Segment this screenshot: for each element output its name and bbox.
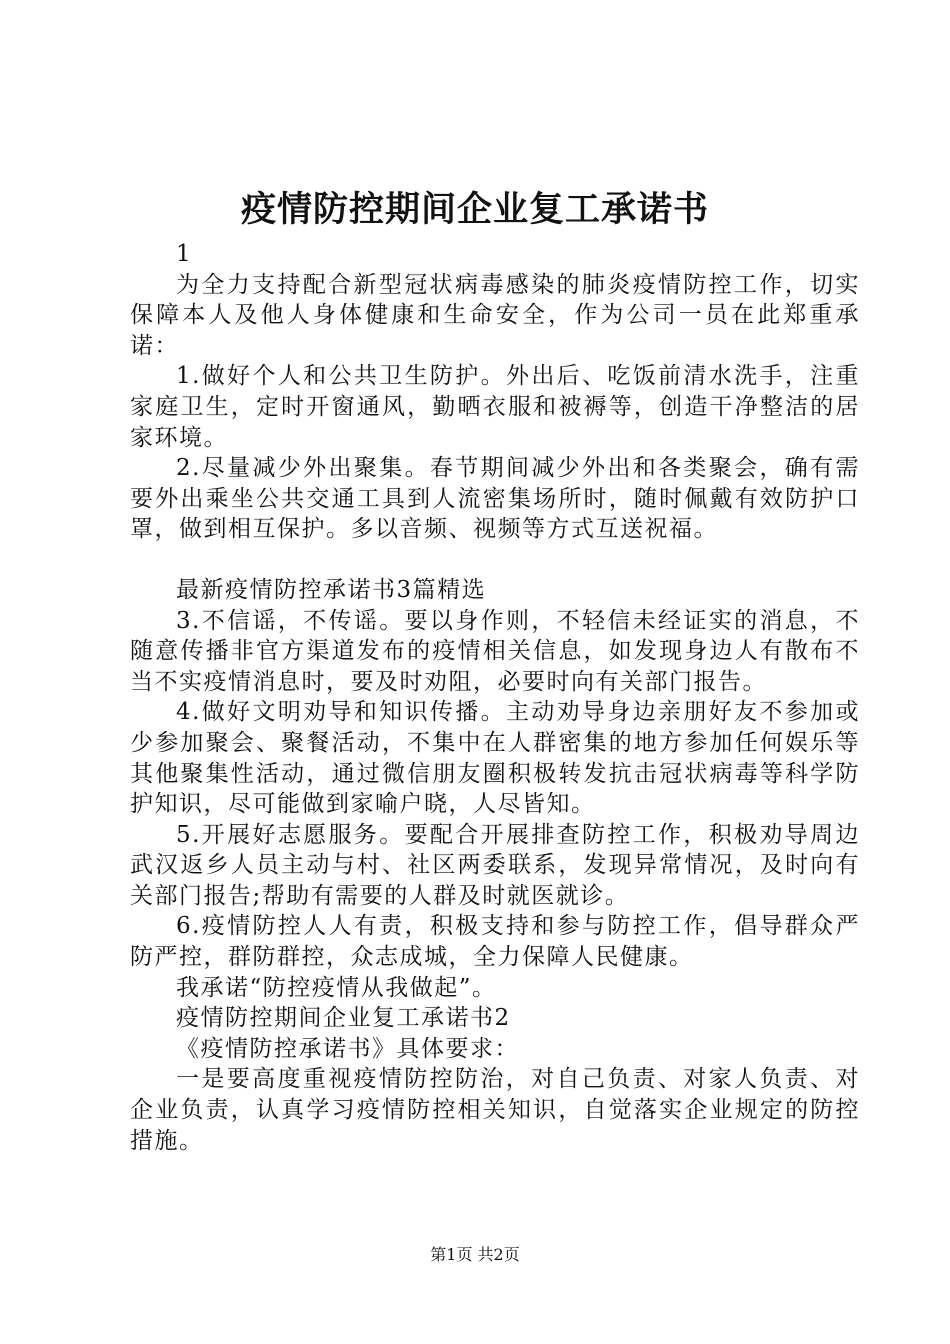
subheading: 最新疫情防控承诺书3篇精选 xyxy=(176,576,487,603)
section-number: 1 xyxy=(176,241,193,267)
paragraph: 《疫情防控承诺书》具体要求： xyxy=(176,1035,519,1062)
paragraph: 2.尽量减少外出聚集。春节期间减少外出和各类聚会，确有需要外出乘坐公共交通工具到人流密集场所时，随时佩戴有效防护口罩，做到相互保护。多以音频、视频等方式互送祝福。 xyxy=(130,455,860,543)
paragraph: 6.疫情防控人人有责，积极支持和参与防控工作，倡导群众严防严控，群防群控，众志成城，全力保障人民健康。 xyxy=(130,913,860,971)
paragraph: 4.做好文明劝导和知识传播。主动劝导身边亲朋好友不参加或少参加聚会、聚餐活动，不集中在人群密集的地方参加任何娱乐等其他聚集性活动，通过微信朋友圈积极转发抗击冠状病毒等科学防护知识，尽可能做到家喻户晓，人尽皆知。 xyxy=(130,699,860,818)
document-title: 疫情防控期间企业复工承诺书 xyxy=(240,189,709,230)
paragraph: 3.不信谣，不传谣。要以身作则，不轻信未经证实的消息，不随意传播非官方渠道发布的疫情相关信息，如发现身边人有散布不当不实疫情消息时，要及时劝阻，必要时向有关部门报告。 xyxy=(130,607,860,695)
paragraph: 5.开展好志愿服务。要配合开展排查防控工作，积极劝导周边武汉返乡人员主动与村、社区两委联系，发现异常情况，及时向有关部门报告;帮助有需要的人群及时就医就诊。 xyxy=(130,821,860,909)
paragraph: 我承诺“防控疫情从我做起”。 xyxy=(176,974,497,1001)
document-body xyxy=(130,239,860,1156)
paragraph: 疫情防控期间企业复工承诺书2 xyxy=(176,1005,511,1032)
paragraph: 一是要高度重视疫情防控防治，对自己负责、对家人负责、对企业负责，认真学习疫情防控相关知识，自觉落实企业规定的防控措施。 xyxy=(130,1066,860,1154)
page-footer: 第1页 共2页 xyxy=(430,1245,520,1264)
paragraph: 1.做好个人和公共卫生防护。外出后、吃饭前清水洗手，注重家庭卫生，定时开窗通风，勤晒衣服和被褥等，创造干净整洁的居家环境。 xyxy=(130,363,860,451)
paragraph: 为全力支持配合新型冠状病毒感染的肺炎疫情防控工作，切实保障本人及他人身体健康和生命安全，作为公司一员在此郑重承诺： xyxy=(130,271,860,359)
